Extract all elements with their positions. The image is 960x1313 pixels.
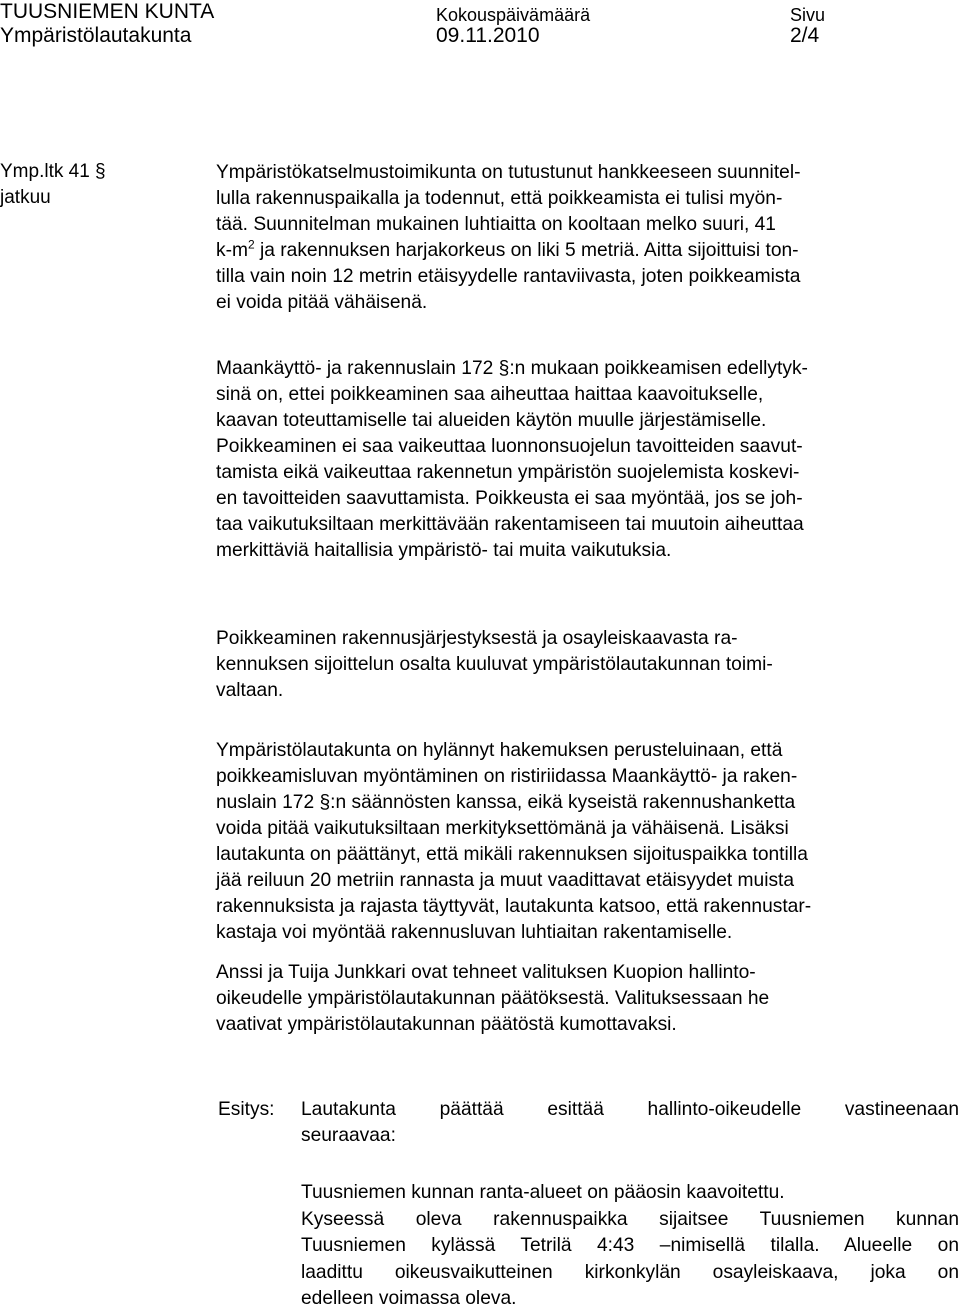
text-line: edelleen voimassa oleva.: [301, 1288, 517, 1309]
text-line: merkittäviä haitallisia ympäristö- tai muita vaikutuksia.: [216, 540, 672, 561]
header-date-label: Kokouspäivämäärä: [436, 5, 591, 25]
section-ref: Ymp.ltk 41 §: [0, 161, 106, 182]
header-page-label: Sivu: [790, 5, 826, 25]
text-line: Kyseessä oleva rakennuspaikka sijaitsee Tuusniemen kunnan: [301, 1208, 959, 1230]
paragraph-rejection: [216, 738, 811, 946]
text-line: ei voida pitää vähäisenä.: [216, 292, 428, 313]
text-line: Ympäristölautakunta on hylännyt hakemuksen perusteluinaan, että: [216, 740, 783, 761]
text-line: lulla rakennuspaikalla ja todennut, että poikkeamista ei tulisi myön-: [216, 188, 783, 209]
text-line: rakennuksista ja rajasta täyttyvät, lautakunta katsoo, että rakennustar-: [216, 896, 812, 917]
text-line: jää reiluun 20 metriin rannasta ja muut vaadittavat etäisyydet muista: [216, 870, 795, 891]
header-date: 09.11.2010: [436, 24, 540, 47]
text-line: Ympäristökatselmustoimikunta on tutustunut hankkeeseen suunnitel-: [216, 162, 801, 183]
text-line: Anssi ja Tuija Junkkari ovat tehneet valituksen Kuopion hallinto-: [216, 962, 756, 983]
paragraph-law: [216, 356, 808, 564]
text-line: kaavan toteuttamiselle tai alueiden käytön muulle järjestämiselle.: [216, 410, 767, 431]
paragraph-appeal: [216, 960, 769, 1038]
text-line: Maankäyttö- ja rakennuslain 172 §:n mukaan poikkeamisen edellytyk-: [216, 358, 808, 379]
text-line: oikeudelle ympäristölautakunnan päätöksestä. Valituksessaan he: [216, 988, 770, 1009]
header-org: TUUSNIEMEN KUNTA: [0, 0, 215, 23]
header-board: Ympäristölautakunta: [0, 24, 192, 47]
text-line: nuslain 172 §:n säännösten kanssa, eikä kyseistä rakennushanketta: [216, 792, 796, 813]
text-line: taa vaikutuksiltaan merkittävään rakentamiseen tai muutoin aiheuttaa: [216, 514, 804, 535]
section-ref-continues: jatkuu: [0, 187, 51, 208]
text-line: tamista eikä vaikeuttaa rakennetun ympäristön suojelemista koskevi-: [216, 462, 800, 483]
text-line: seuraavaa:: [301, 1125, 396, 1146]
text-line: Lautakunta päättää esittää hallinto-oikeudelle vastineenaan: [301, 1099, 959, 1120]
text-line: tilla vain noin 12 metrin etäisyydelle rantaviivasta, joten poikkeamista: [216, 266, 801, 287]
text-line: Tuusniemen kylässä Tetrilä 4:43 –nimisellä tilalla. Alueelle on: [301, 1235, 959, 1256]
text-line: Poikkeaminen rakennusjärjestyksestä ja osayleiskaavasta ra-: [216, 628, 738, 649]
text-line: sinä on, ettei poikkeaminen saa aiheuttaa haittaa kaavoitukselle,: [216, 384, 764, 405]
text-line: tää. Suunnitelman mukainen luhtiaitta on kooltaan melko suuri, 41: [216, 214, 776, 235]
text-line: Tuusniemen kunnan ranta-alueet on pääosin kaavoitettu.: [301, 1182, 785, 1203]
text-line: valtaan.: [216, 680, 284, 701]
paragraph-authority: [216, 626, 773, 704]
text-line: kastaja voi myöntää rakennusluvan luhtiaitan rakentamiselle.: [216, 922, 733, 943]
esitys-text: [301, 1097, 959, 1149]
statement: [301, 1180, 959, 1313]
text-line: voida pitää vaikutuksiltaan merkityksettömänä ja vähäisenä. Lisäksi: [216, 818, 789, 839]
text-line: $k-m^2$ ja rakennuksen harjakorkeus on liki 5 metriä. Aitta sijoittuisi ton-: [216, 237, 799, 261]
text-line: lautakunta on päättänyt, että mikäli rakennuksen sijoituspaikka tontilla: [216, 844, 808, 865]
text-line: poikkeamisluvan myöntäminen on ristiriidassa Maankäyttö- ja raken-: [216, 766, 798, 787]
text-line: laadittu oikeusvaikutteinen kirkonkylän osayleiskaava, joka on: [301, 1261, 959, 1283]
header-page: 2/4: [790, 24, 820, 47]
text-line: en tavoitteiden saavuttamista. Poikkeusta ei saa myöntää, jos se joh-: [216, 488, 803, 509]
text-line: vaativat ympäristölautakunnan päätöstä kumottavaksi.: [216, 1014, 677, 1035]
text-line: Poikkeaminen ei saa vaikeuttaa luonnonsuojelun tavoitteiden saavut-: [216, 436, 803, 457]
esitys-label: Esitys:: [218, 1099, 275, 1120]
paragraph-inspection: [216, 160, 946, 316]
text-line: kennuksen sijoittelun osalta kuuluvat ympäristölautakunnan toimi-: [216, 654, 773, 675]
